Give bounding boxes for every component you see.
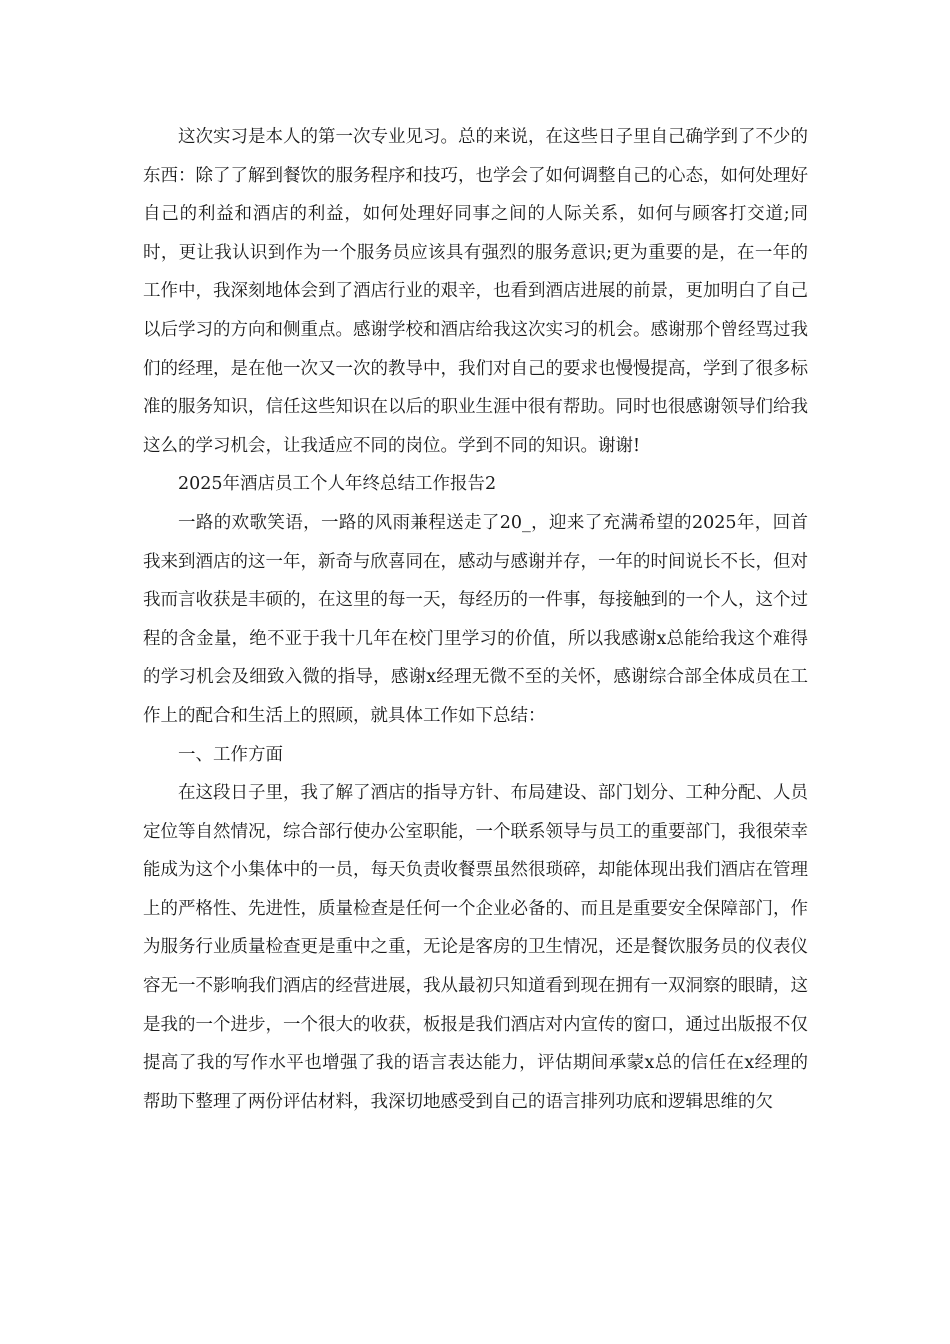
paragraph-internship-reflection: 这次实习是本人的第一次专业见习。总的来说，在这些日子里自己确学到了不少的东西：除了了解到餐饮的服务程序和技巧，也学会了如何调整自己的心态，如何处理好自己的利益和酒店的利益，如何处理好同事之间的人际关系，如何与顾客打交道;同时，更让我认识到作为一个服务员应该具有强烈的服务意识;更为重要的是，在一年的工作中，我深刻地体会到了酒店行业的艰辛，也看到酒店进展的前景，更加明白了自己以后学习的方向和侧重点。感谢学校和酒店给我这次实习的机会。感谢那个曾经骂过我们的经理，是在他一次又一次的教导中，我们对自己的要求也慢慢提高，学到了很多标准的服务知识，信任这些知识在以后的职业生涯中很有帮助。同时也很感谢领导们给我这么的学习机会，让我适应不同的岗位。学到不同的知识。谢谢!: [143, 127, 808, 456]
document-body: [143, 118, 808, 1121]
section-heading-work: 一、工作方面: [178, 744, 283, 765]
paragraph-year-review: 一路的欢歌笑语，一路的风雨兼程送走了20_，迎来了充满希望的2025年，回首我来到酒店的这一年，新奇与欣喜同在，感动与感谢并存，一年的时间说长不长，但对我而言收获是丰硕的，在这里的每一天，每经历的一件事，每接触到的一个人，这个过程的含金量，绝不亚于我十几年在校门里学习的价值，所以我感谢x总能给我这个难得的学习机会及细致入微的指导，感谢x经理无微不至的关怀，感谢综合部全体成员在工作上的配合和生活上的照顾，就具体工作如下总结：: [143, 512, 808, 726]
report-heading: 2025年酒店员工个人年终总结工作报告2: [178, 474, 497, 495]
paragraph-work-details: 在这段日子里，我了解了酒店的指导方针、布局建设、部门划分、工种分配、人员定位等自然情况，综合部行使办公室职能，一个联系领导与员工的重要部门，我很荣幸能成为这个小集体中的一员，每天负责收餐票虽然很琐碎，却能体现出我们酒店在管理上的严格性、先进性，质量检查是任何一个企业必备的、而且是重要安全保障部门，作为服务行业质量检查更是重中之重，无论是客房的卫生情况，还是餐饮服务员的仪表仪容无一不影响我们酒店的经营进展，我从最初只知道看到现在拥有一双洞察的眼睛，这是我的一个进步，一个很大的收获，板报是我们酒店对内宣传的窗口，通过出版报不仅提高了我的写作水平也增强了我的语言表达能力，评估期间承蒙x总的信任在x经理的帮助下整理了两份评估材料，我深切地感受到自己的语言排列功底和逻辑思维的欠: [143, 783, 808, 1112]
